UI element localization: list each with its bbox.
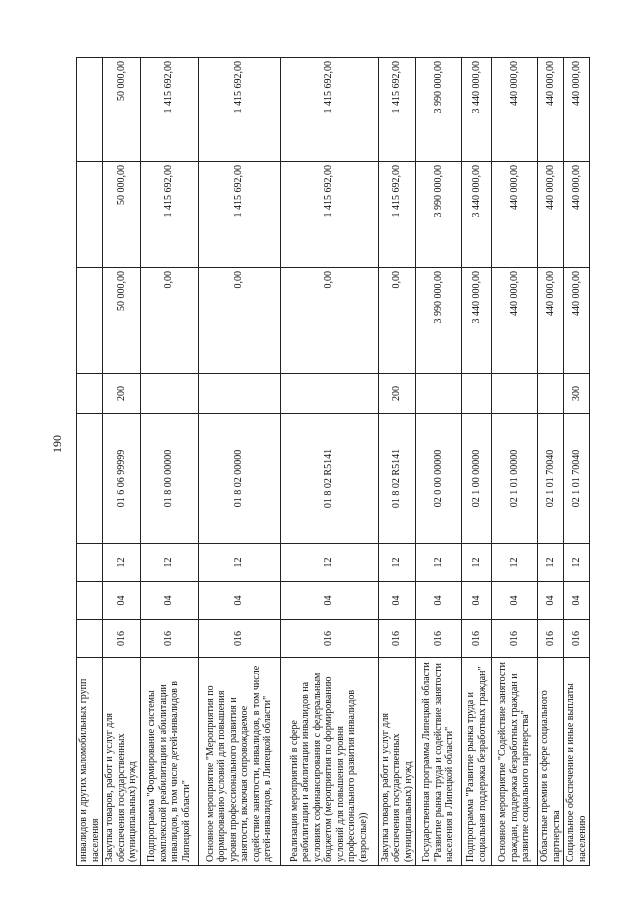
- table-row: [103, 58, 141, 866]
- amount-year2-cell: 1 415 692,00: [280, 162, 378, 268]
- amount-year1-cell: 50 000,00: [103, 268, 141, 374]
- table-row: [198, 58, 280, 866]
- grbs-code-cell: 016: [462, 620, 492, 658]
- amount-year2-cell: 1 415 692,00: [140, 162, 198, 268]
- row-name-cell: Государственная программа Липецкой области "Развитие рынка труда и содействие занятости населения в Липецкой области": [416, 658, 462, 866]
- amount-year3-cell: 440 000,00: [492, 58, 538, 162]
- expense-type-cell: [416, 374, 462, 414]
- expense-type-cell: 300: [564, 374, 590, 414]
- section-code-cell: 04: [538, 582, 564, 620]
- target-article-cell: 01 8 02 00000: [198, 414, 280, 544]
- grbs-code-cell: 016: [416, 620, 462, 658]
- section-code-cell: 04: [416, 582, 462, 620]
- amount-year2-cell: 50 000,00: [103, 162, 141, 268]
- subsection-code-cell: 12: [538, 544, 564, 582]
- amount-year2-cell: 1 415 692,00: [378, 162, 416, 268]
- table-row: [564, 58, 590, 866]
- table-row: [538, 58, 564, 866]
- table-row: [280, 58, 378, 866]
- amount-year1-cell: 0,00: [140, 268, 198, 374]
- subsection-code-cell: [77, 544, 103, 582]
- expense-type-cell: [140, 374, 198, 414]
- subsection-code-cell: 12: [564, 544, 590, 582]
- row-name-cell: Основное мероприятие "Мероприятия по формированию условий для повышения уровня профессионального развития и занятости, включая сопровождаемое содействие занятости, инвалидов, в том числе детей-инвалидов, в Липецкой области": [198, 658, 280, 866]
- amount-year3-cell: 1 415 692,00: [198, 58, 280, 162]
- grbs-code-cell: 016: [538, 620, 564, 658]
- subsection-code-cell: 12: [103, 544, 141, 582]
- amount-year3-cell: 1 415 692,00: [140, 58, 198, 162]
- table-row: [462, 58, 492, 866]
- table-body: [77, 58, 590, 866]
- amount-year1-cell: 3 440 000,00: [462, 268, 492, 374]
- amount-year1-cell: [77, 268, 103, 374]
- amount-year2-cell: 440 000,00: [538, 162, 564, 268]
- grbs-code-cell: 016: [378, 620, 416, 658]
- grbs-code-cell: 016: [280, 620, 378, 658]
- grbs-code-cell: [77, 620, 103, 658]
- target-article-cell: 02 1 01 00000: [492, 414, 538, 544]
- amount-year1-cell: 0,00: [378, 268, 416, 374]
- expense-type-cell: [538, 374, 564, 414]
- section-code-cell: 04: [378, 582, 416, 620]
- grbs-code-cell: 016: [140, 620, 198, 658]
- amount-year3-cell: 3 440 000,00: [462, 58, 492, 162]
- rotated-table-frame: [76, 58, 588, 866]
- amount-year3-cell: 440 000,00: [564, 58, 590, 162]
- section-code-cell: 04: [462, 582, 492, 620]
- row-name-cell: Областные премии в сфере социального партнерства: [538, 658, 564, 866]
- section-code-cell: 04: [103, 582, 141, 620]
- section-code-cell: [77, 582, 103, 620]
- section-code-cell: 04: [140, 582, 198, 620]
- expense-type-cell: [280, 374, 378, 414]
- amount-year2-cell: 3 990 000,00: [416, 162, 462, 268]
- row-name-cell: Закупка товаров, работ и услуг для обеспечения государственных (муниципальных) нужд: [378, 658, 416, 866]
- amount-year3-cell: 1 415 692,00: [378, 58, 416, 162]
- expense-type-cell: 200: [378, 374, 416, 414]
- grbs-code-cell: 016: [564, 620, 590, 658]
- row-name-cell: Основное мероприятие "Содействие занятости граждан, поддержка безработных граждан и развитие социального партнерства": [492, 658, 538, 866]
- amount-year3-cell: 1 415 692,00: [280, 58, 378, 162]
- subsection-code-cell: 12: [462, 544, 492, 582]
- row-name-cell: Подпрограмма "Развитие рынка труда и социальная поддержка безработных граждан": [462, 658, 492, 866]
- subsection-code-cell: 12: [140, 544, 198, 582]
- section-code-cell: 04: [280, 582, 378, 620]
- amount-year2-cell: 3 440 000,00: [462, 162, 492, 268]
- grbs-code-cell: 016: [492, 620, 538, 658]
- target-article-cell: 01 8 02 R5141: [280, 414, 378, 544]
- target-article-cell: 01 6 06 99999: [103, 414, 141, 544]
- target-article-cell: 01 8 00 00000: [140, 414, 198, 544]
- target-article-cell: 02 1 01 70040: [564, 414, 590, 544]
- table-row: [140, 58, 198, 866]
- amount-year3-cell: 3 990 000,00: [416, 58, 462, 162]
- target-article-cell: 02 0 00 00000: [416, 414, 462, 544]
- amount-year2-cell: 1 415 692,00: [198, 162, 280, 268]
- subsection-code-cell: 12: [378, 544, 416, 582]
- table-row: [378, 58, 416, 866]
- expense-type-cell: [198, 374, 280, 414]
- amount-year1-cell: 3 990 000,00: [416, 268, 462, 374]
- section-code-cell: 04: [198, 582, 280, 620]
- amount-year1-cell: 440 000,00: [492, 268, 538, 374]
- amount-year1-cell: 440 000,00: [564, 268, 590, 374]
- target-article-cell: [77, 414, 103, 544]
- amount-year1-cell: 440 000,00: [538, 268, 564, 374]
- row-name-cell: Подпрограмма "Формирование системы комплексной реабилитации и абилитации инвалидов, в том числе детей-инвалидов в Липецкой области": [140, 658, 198, 866]
- subsection-code-cell: 12: [198, 544, 280, 582]
- grbs-code-cell: 016: [103, 620, 141, 658]
- target-article-cell: 02 1 01 70040: [538, 414, 564, 544]
- row-name-cell: Социальное обеспечение и иные выплаты населению: [564, 658, 590, 866]
- expense-type-cell: [77, 374, 103, 414]
- expense-type-cell: [492, 374, 538, 414]
- page-number: 190: [50, 435, 64, 453]
- amount-year2-cell: 440 000,00: [564, 162, 590, 268]
- grbs-code-cell: 016: [198, 620, 280, 658]
- budget-table: [76, 57, 590, 866]
- budget-table-container: [76, 58, 588, 866]
- section-code-cell: 04: [492, 582, 538, 620]
- amount-year3-cell: [77, 58, 103, 162]
- subsection-code-cell: 12: [416, 544, 462, 582]
- amount-year1-cell: 0,00: [280, 268, 378, 374]
- amount-year3-cell: 50 000,00: [103, 58, 141, 162]
- expense-type-cell: 200: [103, 374, 141, 414]
- amount-year2-cell: 440 000,00: [492, 162, 538, 268]
- row-name-cell: Реализация мероприятий в сфере реабилитации и абилитации инвалидов на условиях софинансирования с федеральным бюджетом (мероприятия по формированию условий для повышения уровня профессионального развития инвалидов (взрослые)): [280, 658, 378, 866]
- amount-year1-cell: 0,00: [198, 268, 280, 374]
- subsection-code-cell: 12: [492, 544, 538, 582]
- table-row: [416, 58, 462, 866]
- target-article-cell: 01 8 02 R5141: [378, 414, 416, 544]
- amount-year3-cell: 440 000,00: [538, 58, 564, 162]
- section-code-cell: 04: [564, 582, 590, 620]
- row-name-cell: инвалидов и других маломобильных групп населения: [77, 658, 103, 866]
- subsection-code-cell: 12: [280, 544, 378, 582]
- target-article-cell: 02 1 00 00000: [462, 414, 492, 544]
- amount-year2-cell: [77, 162, 103, 268]
- row-name-cell: Закупка товаров, работ и услуг для обеспечения государственных (муниципальных) нужд: [103, 658, 141, 866]
- expense-type-cell: [462, 374, 492, 414]
- table-row: [77, 58, 103, 866]
- table-row: [492, 58, 538, 866]
